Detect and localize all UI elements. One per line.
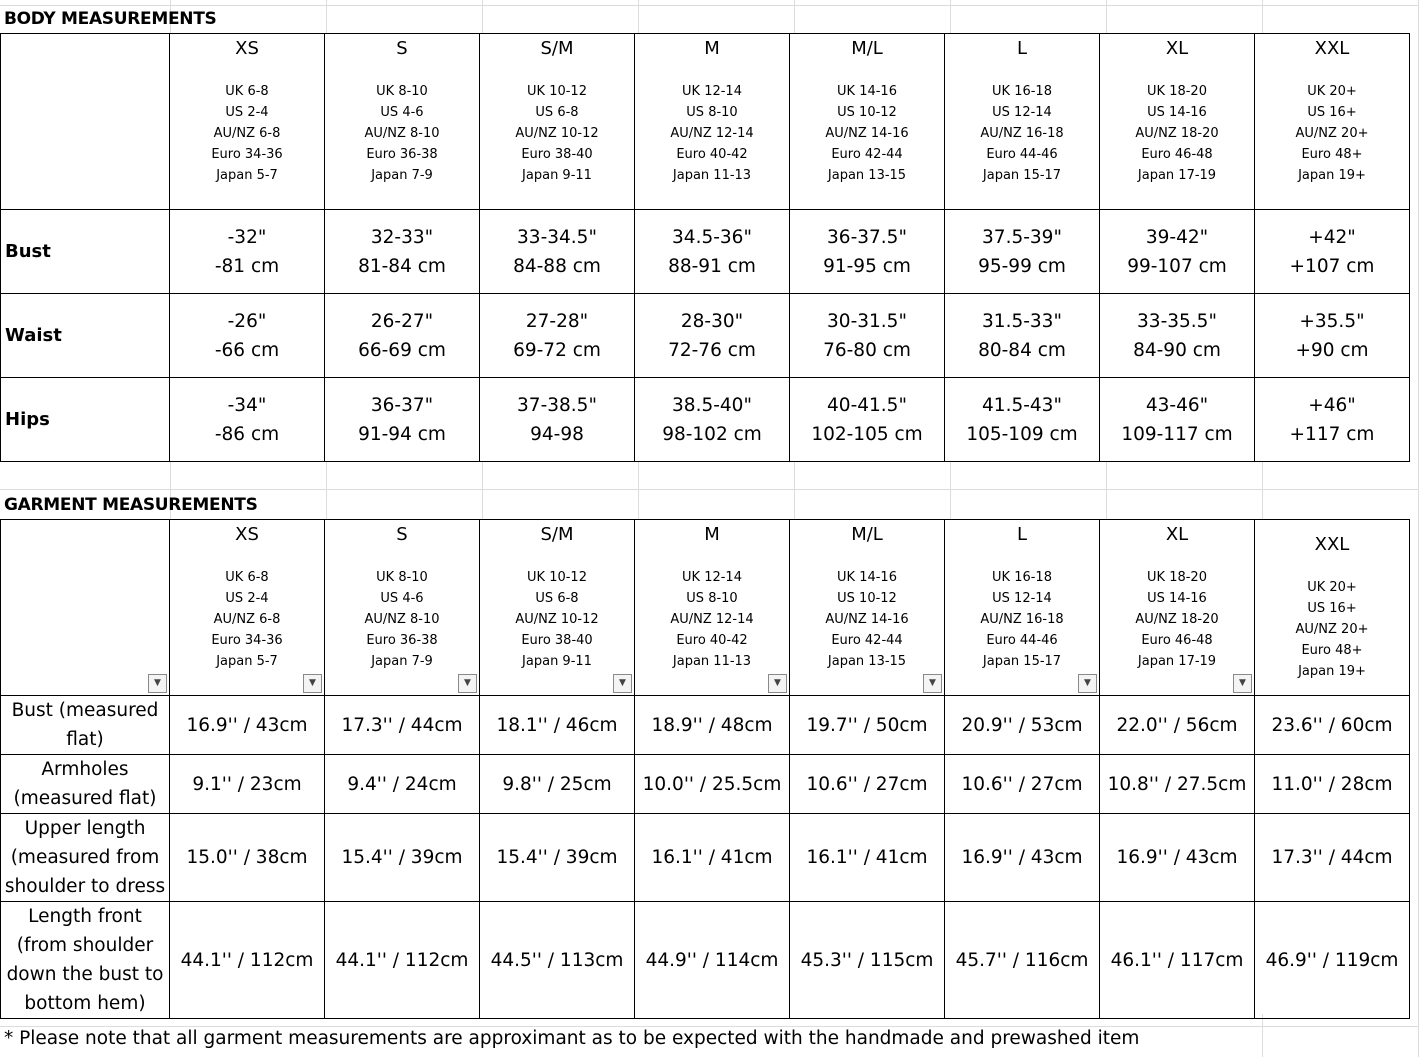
value-cell[interactable] (945, 378, 1100, 462)
size-header-cell[interactable] (1255, 520, 1410, 696)
size-conversion: US 12-14 (992, 105, 1052, 120)
value-cell[interactable]: 18.1'' / 46cm (480, 696, 635, 755)
value-cell[interactable] (480, 294, 635, 378)
garment-measurements-title: GARMENT MEASUREMENTS (4, 495, 258, 515)
size-conversion: US 4-6 (380, 591, 424, 606)
size-header-cell[interactable] (635, 34, 790, 210)
size-conversion: Euro 42-44 (831, 147, 903, 162)
size-conversion: Euro 48+ (1301, 643, 1363, 658)
size-header-cell[interactable] (945, 520, 1100, 696)
value-cell[interactable]: 45.3'' / 115cm (790, 902, 945, 1019)
table-row (1, 902, 1410, 1019)
value-cell[interactable]: 23.6'' / 60cm (1255, 696, 1410, 755)
size-conversion: AU/NZ 8-10 (364, 612, 440, 627)
size-conversion: Euro 36-38 (366, 147, 438, 162)
size-conversion: US 2-4 (225, 105, 269, 120)
value-cm: -66 cm (214, 339, 280, 361)
value-cell[interactable] (635, 294, 790, 378)
value-inches: 34.5-36" (672, 226, 752, 248)
value-cell[interactable] (1100, 378, 1255, 462)
value-cm: 95-99 cm (978, 255, 1066, 277)
value-cm: +107 cm (1289, 255, 1375, 277)
size-conversion: Japan 19+ (1298, 168, 1366, 183)
size-conversion: Euro 42-44 (831, 633, 903, 648)
size-name: M (704, 524, 720, 545)
value-cm: +90 cm (1295, 339, 1369, 361)
row-label-line: (measured flat) (13, 788, 157, 809)
size-conversion: Euro 34-36 (211, 147, 283, 162)
value-cm: 105-109 cm (966, 423, 1078, 445)
value-inches: 28-30" (680, 310, 744, 332)
value-cm: 81-84 cm (358, 255, 446, 277)
garment-measurements-table (0, 519, 1410, 1019)
size-conversion: US 14-16 (1147, 591, 1207, 606)
value-cm: 94-98 (530, 423, 584, 445)
value-cm: 72-76 cm (668, 339, 756, 361)
size-conversion: UK 18-20 (1147, 570, 1207, 585)
size-header-cell[interactable] (170, 34, 325, 210)
size-conversion: UK 6-8 (225, 84, 269, 99)
size-name: M/L (851, 38, 883, 59)
size-conversion: AU/NZ 10-12 (515, 612, 599, 627)
value-cell[interactable]: 10.6'' / 27cm (790, 755, 945, 814)
row-label-waist[interactable]: Waist (1, 294, 170, 378)
size-conversion: US 10-12 (837, 105, 897, 120)
size-conversion: US 8-10 (686, 105, 738, 120)
value-inches: 26-27" (370, 310, 434, 332)
size-header-cell[interactable] (790, 34, 945, 210)
size-name: M/L (851, 524, 883, 545)
size-conversion: AU/NZ 16-18 (980, 126, 1064, 141)
row-label-hips[interactable]: Hips (1, 378, 170, 462)
size-conversion: Japan 17-19 (1137, 654, 1217, 669)
value-cell[interactable]: 9.1'' / 23cm (170, 755, 325, 814)
size-header-cell[interactable] (480, 34, 635, 210)
value-cell[interactable]: 19.7'' / 50cm (790, 696, 945, 755)
value-cell[interactable] (790, 210, 945, 294)
size-conversion: Japan 15-17 (982, 168, 1062, 183)
size-name: XL (1165, 524, 1189, 545)
value-cm: 99-107 cm (1127, 255, 1227, 277)
value-cell[interactable]: 16.1'' / 41cm (635, 814, 790, 902)
size-name: S/M (540, 524, 574, 545)
size-conversion: AU/NZ 20+ (1295, 622, 1369, 637)
size-conversion: UK 10-12 (527, 570, 587, 585)
size-conversion: AU/NZ 18-20 (1135, 612, 1219, 627)
table-row (1, 210, 1410, 294)
size-header-cell[interactable] (325, 520, 480, 696)
size-conversion: Japan 5-7 (216, 654, 278, 669)
value-cell[interactable]: 10.8'' / 27.5cm (1100, 755, 1255, 814)
size-conversion: UK 10-12 (527, 84, 587, 99)
size-conversion: Euro 38-40 (521, 633, 593, 648)
row-label-line: Upper length (24, 818, 146, 839)
size-conversion: UK 16-18 (992, 570, 1052, 585)
size-conversion: Euro 46-48 (1141, 633, 1213, 648)
value-cell[interactable] (1100, 210, 1255, 294)
value-cell[interactable] (635, 378, 790, 462)
size-header-cell[interactable] (1255, 34, 1410, 210)
size-name: XS (235, 38, 259, 59)
footnote: * Please note that all garment measurements are approximant as to be expected with the handmade and prewashed item (4, 1028, 1140, 1049)
value-cell[interactable] (1255, 378, 1410, 462)
value-cm: 84-88 cm (513, 255, 601, 277)
chevron-down-icon[interactable]: ▼ (303, 674, 322, 693)
size-conversion: AU/NZ 14-16 (825, 126, 909, 141)
value-cell[interactable]: 10.6'' / 27cm (945, 755, 1100, 814)
size-name: L (1016, 524, 1028, 545)
size-conversion: UK 20+ (1307, 84, 1357, 99)
value-cell[interactable]: 46.9'' / 119cm (1255, 902, 1410, 1019)
value-cell[interactable]: 46.1'' / 117cm (1100, 902, 1255, 1019)
value-cell[interactable] (945, 294, 1100, 378)
size-conversion: Japan 11-13 (672, 168, 752, 183)
chevron-down-icon[interactable]: ▼ (923, 674, 942, 693)
size-header-cell[interactable] (480, 520, 635, 696)
value-cm: -86 cm (214, 423, 280, 445)
value-inches: +42" (1308, 226, 1356, 248)
size-name: XL (1165, 38, 1189, 59)
value-cell[interactable]: 9.8'' / 25cm (480, 755, 635, 814)
size-name: XS (235, 524, 259, 545)
size-conversion: UK 8-10 (376, 84, 428, 99)
row-label-line: Length front (28, 906, 142, 927)
size-header-cell[interactable] (635, 520, 790, 696)
size-name: S/M (540, 38, 574, 59)
value-cell[interactable] (170, 210, 325, 294)
value-cell[interactable]: 17.3'' / 44cm (1255, 814, 1410, 902)
row-label-line: shoulder to dress (4, 876, 166, 897)
size-conversion: UK 12-14 (682, 570, 742, 585)
value-cell[interactable]: 16.1'' / 41cm (790, 814, 945, 902)
size-conversion: Japan 11-13 (672, 654, 752, 669)
value-inches: 39-42" (1145, 226, 1209, 248)
size-conversion: Japan 17-19 (1137, 168, 1217, 183)
size-conversion: Euro 44-46 (986, 633, 1058, 648)
size-conversion: US 16+ (1307, 105, 1357, 120)
value-cell[interactable]: 15.4'' / 39cm (325, 814, 480, 902)
size-name: L (1016, 38, 1028, 59)
size-name: S (396, 38, 408, 59)
row-label-line: (measured from (10, 847, 160, 868)
size-conversion: US 10-12 (837, 591, 897, 606)
size-name: M (704, 38, 720, 59)
value-cm: +117 cm (1289, 423, 1375, 445)
chevron-down-icon[interactable]: ▼ (148, 674, 167, 693)
value-cell[interactable] (790, 294, 945, 378)
size-conversion: AU/NZ 6-8 (213, 612, 281, 627)
value-cell[interactable] (325, 378, 480, 462)
size-conversion: Japan 13-15 (827, 654, 907, 669)
size-conversion: AU/NZ 20+ (1295, 126, 1369, 141)
value-inches: 36-37.5" (827, 226, 907, 248)
value-cell[interactable] (480, 210, 635, 294)
body-measurements-table (0, 33, 1410, 462)
value-inches: 40-41.5" (827, 394, 907, 416)
size-conversion: UK 8-10 (376, 570, 428, 585)
size-header-row (1, 34, 1410, 210)
chevron-down-icon[interactable]: ▼ (458, 674, 477, 693)
value-cm: 98-102 cm (662, 423, 762, 445)
value-cell[interactable] (325, 294, 480, 378)
size-conversion: US 6-8 (535, 591, 579, 606)
value-cm: -81 cm (214, 255, 280, 277)
value-cell[interactable] (1100, 294, 1255, 378)
size-header-cell[interactable] (325, 34, 480, 210)
size-conversion: US 4-6 (380, 105, 424, 120)
value-inches: 27-28" (525, 310, 589, 332)
size-conversion: UK 14-16 (837, 84, 897, 99)
size-header-cell[interactable] (790, 520, 945, 696)
value-cell[interactable] (170, 378, 325, 462)
value-cell[interactable]: 18.9'' / 48cm (635, 696, 790, 755)
size-conversion: Japan 5-7 (216, 168, 278, 183)
value-cell[interactable] (325, 210, 480, 294)
row-label-bust[interactable]: Bust (1, 210, 170, 294)
value-cell[interactable]: 16.9'' / 43cm (945, 814, 1100, 902)
size-conversion: US 6-8 (535, 105, 579, 120)
row-label-bust-measured-flat[interactable] (1, 696, 170, 755)
chevron-down-icon[interactable]: ▼ (1233, 674, 1252, 693)
size-header-cell[interactable] (170, 520, 325, 696)
value-cm: 69-72 cm (513, 339, 601, 361)
value-cm: 76-80 cm (823, 339, 911, 361)
size-conversion: AU/NZ 8-10 (364, 126, 440, 141)
size-conversion: UK 16-18 (992, 84, 1052, 99)
chevron-down-icon[interactable]: ▼ (1078, 674, 1097, 693)
value-cell[interactable]: 10.0'' / 25.5cm (635, 755, 790, 814)
value-cell[interactable]: 11.0'' / 28cm (1255, 755, 1410, 814)
row-label-armholes[interactable] (1, 755, 170, 814)
value-cell[interactable]: 20.9'' / 53cm (945, 696, 1100, 755)
header-corner-cell[interactable] (1, 34, 170, 210)
size-conversion: US 14-16 (1147, 105, 1207, 120)
value-cm: 109-117 cm (1121, 423, 1233, 445)
value-inches: 30-31.5" (827, 310, 907, 332)
value-cell[interactable]: 44.9'' / 114cm (635, 902, 790, 1019)
size-conversion: Japan 19+ (1298, 664, 1366, 679)
size-conversion: Euro 46-48 (1141, 147, 1213, 162)
body-measurements-title: BODY MEASUREMENTS (4, 9, 217, 29)
size-conversion: Japan 13-15 (827, 168, 907, 183)
row-label-upper-length[interactable] (1, 814, 170, 902)
size-conversion: AU/NZ 10-12 (515, 126, 599, 141)
value-cell[interactable] (945, 210, 1100, 294)
value-cell[interactable]: 45.7'' / 116cm (945, 902, 1100, 1019)
value-inches: 36-37" (370, 394, 434, 416)
value-cell[interactable] (635, 210, 790, 294)
value-inches: 41.5-43" (982, 394, 1062, 416)
size-conversion: Euro 40-42 (676, 147, 748, 162)
size-conversion: US 2-4 (225, 591, 269, 606)
value-inches: -34" (227, 394, 267, 416)
size-conversion: UK 20+ (1307, 580, 1357, 595)
value-cell[interactable]: 16.9'' / 43cm (170, 696, 325, 755)
value-cell[interactable]: 44.1'' / 112cm (325, 902, 480, 1019)
size-conversion: US 12-14 (992, 591, 1052, 606)
value-cell[interactable]: 17.3'' / 44cm (325, 696, 480, 755)
size-name: XXL (1314, 38, 1350, 59)
size-conversion: US 16+ (1307, 601, 1357, 616)
size-conversion: UK 12-14 (682, 84, 742, 99)
value-cell[interactable]: 9.4'' / 24cm (325, 755, 480, 814)
header-corner-cell[interactable] (1, 520, 170, 696)
value-cm: 80-84 cm (978, 339, 1066, 361)
value-cm: 102-105 cm (811, 423, 923, 445)
size-conversion: Euro 44-46 (986, 147, 1058, 162)
size-header-cell[interactable] (1100, 34, 1255, 210)
table-row (1, 814, 1410, 902)
value-inches: 37-38.5" (517, 394, 597, 416)
value-inches: 38.5-40" (672, 394, 752, 416)
size-conversion: AU/NZ 16-18 (980, 612, 1064, 627)
size-conversion: UK 6-8 (225, 570, 269, 585)
value-cm: 91-94 cm (358, 423, 446, 445)
size-conversion: UK 18-20 (1147, 84, 1207, 99)
size-conversion: Euro 40-42 (676, 633, 748, 648)
table-row (1, 378, 1410, 462)
value-cell[interactable] (480, 378, 635, 462)
row-label-length-front[interactable] (1, 902, 170, 1019)
value-inches: +35.5" (1299, 310, 1365, 332)
row-label-line: (from shoulder (16, 935, 154, 956)
size-header-cell[interactable] (1100, 520, 1255, 696)
size-conversion: Euro 36-38 (366, 633, 438, 648)
size-conversion: Japan 9-11 (522, 654, 592, 669)
row-label-line: bottom hem) (24, 993, 146, 1014)
value-cell[interactable]: 15.0'' / 38cm (170, 814, 325, 902)
size-conversion: Japan 15-17 (982, 654, 1062, 669)
chevron-down-icon[interactable]: ▼ (613, 674, 632, 693)
size-conversion: Euro 34-36 (211, 633, 283, 648)
size-header-cell[interactable] (945, 34, 1100, 210)
value-cell[interactable] (170, 294, 325, 378)
size-conversion: Japan 7-9 (371, 654, 433, 669)
value-cm: 88-91 cm (668, 255, 756, 277)
value-cm: 91-95 cm (823, 255, 911, 277)
value-inches: 33-34.5" (517, 226, 597, 248)
value-inches: -26" (227, 310, 267, 332)
table-row (1, 755, 1410, 814)
value-inches: 32-33" (370, 226, 434, 248)
value-cell[interactable]: 44.1'' / 112cm (170, 902, 325, 1019)
value-cm: 84-90 cm (1133, 339, 1221, 361)
size-conversion: Japan 7-9 (371, 168, 433, 183)
row-label-line: Bust (measured (11, 700, 159, 721)
size-conversion: AU/NZ 14-16 (825, 612, 909, 627)
table-row (1, 294, 1410, 378)
value-cell[interactable] (1255, 294, 1410, 378)
value-cell[interactable]: 15.4'' / 39cm (480, 814, 635, 902)
value-cell[interactable]: 22.0'' / 56cm (1100, 696, 1255, 755)
size-conversion: UK 14-16 (837, 570, 897, 585)
value-cell[interactable] (1255, 210, 1410, 294)
value-inches: -32" (227, 226, 267, 248)
value-inches: +46" (1308, 394, 1356, 416)
value-cm: 66-69 cm (358, 339, 446, 361)
table-row (1, 696, 1410, 755)
row-label-line: Armholes (41, 759, 129, 780)
row-label-line: down the bust to (6, 964, 164, 985)
size-conversion: AU/NZ 12-14 (670, 126, 754, 141)
value-inches: 43-46" (1145, 394, 1209, 416)
row-label-line: flat) (66, 729, 104, 750)
size-conversion: Euro 48+ (1301, 147, 1363, 162)
size-name: XXL (1314, 534, 1350, 555)
value-cell[interactable]: 16.9'' / 43cm (1100, 814, 1255, 902)
size-conversion: AU/NZ 12-14 (670, 612, 754, 627)
value-cell[interactable]: 44.5'' / 113cm (480, 902, 635, 1019)
value-inches: 31.5-33" (982, 310, 1062, 332)
value-cell[interactable] (790, 378, 945, 462)
size-name: S (396, 524, 408, 545)
size-conversion: AU/NZ 6-8 (213, 126, 281, 141)
size-conversion: US 8-10 (686, 591, 738, 606)
size-conversion: AU/NZ 18-20 (1135, 126, 1219, 141)
value-inches: 33-35.5" (1137, 310, 1217, 332)
chevron-down-icon[interactable]: ▼ (768, 674, 787, 693)
size-conversion: Euro 38-40 (521, 147, 593, 162)
size-header-row (1, 520, 1410, 696)
value-inches: 37.5-39" (982, 226, 1062, 248)
size-conversion: Japan 9-11 (522, 168, 592, 183)
